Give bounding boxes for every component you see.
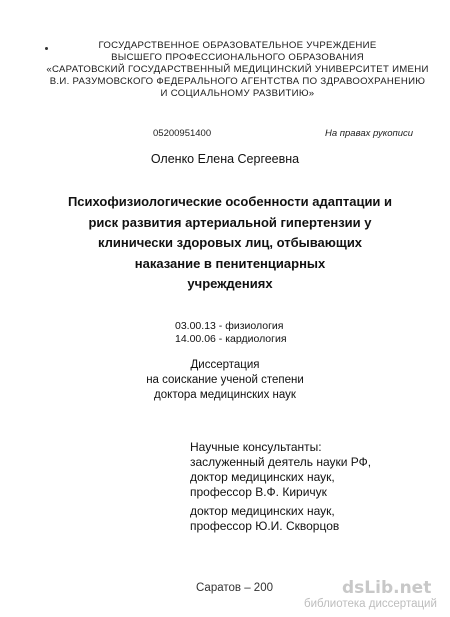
thesis-title xyxy=(40,192,420,295)
specialty-line: 03.00.13 - физиология xyxy=(175,320,284,332)
header-line: ГОСУДАРСТВЕННОЕ ОБРАЗОВАТЕЛЬНОЕ УЧРЕЖДЕНИЕ xyxy=(98,40,377,51)
header-line: И СОЦИАЛЬНОМУ РАЗВИТИЮ» xyxy=(160,88,315,99)
dissertation-line: Диссертация xyxy=(190,359,260,371)
watermark-logo: dsLib.net xyxy=(342,578,432,598)
title-line: учреждениях xyxy=(187,276,273,291)
second-consultant-block xyxy=(190,504,339,534)
title-line: наказание в пенитенциарных xyxy=(134,255,326,271)
consultant-line: доктор медицинских наук, xyxy=(190,470,335,484)
dslib-watermark xyxy=(300,578,450,617)
header-line: ВЫСШЕГО ПРОФЕССИОНАЛЬНОГО ОБРАЗОВАНИЯ xyxy=(111,52,364,63)
manuscript-note: На правах рукописи xyxy=(325,128,414,139)
title-line: риск развития артериальной гипертензии у xyxy=(88,214,372,230)
specialty-line: 14.00.06 - кардиология xyxy=(175,333,287,345)
header-line: В.И. РАЗУМОВСКОГО ФЕДЕРАЛЬНОГО АГЕНТСТВА ПО ЗДРАВООХРАНЕНИЮ xyxy=(49,76,426,87)
header-line: «САРАТОВСКИЙ ГОСУДАРСТВЕННЫЙ МЕДИЦИНСКИЙ УНИВЕРСИТЕТ ИМЕНИ xyxy=(46,64,429,75)
city-year: Саратов – 200 xyxy=(196,582,273,594)
institution-header xyxy=(40,40,435,100)
consultant-line: доктор медицинских наук, xyxy=(190,504,335,518)
title-line: Психофизиологические особенности адаптации и xyxy=(67,194,393,209)
consultants-block xyxy=(190,440,371,500)
consultant-line: заслуженный деятель науки РФ, xyxy=(190,455,372,469)
dissertation-line: доктора медицинских наук xyxy=(154,389,296,401)
document-number: 05200951400 xyxy=(153,128,212,139)
consultant-line: профессор В.Ф. Киричук xyxy=(190,485,327,499)
author-name: Оленко Елена Сергеевна xyxy=(150,152,300,166)
dissertation-line: на соискание ученой степени xyxy=(146,374,304,386)
consultant-line: Научные консультанты: xyxy=(190,440,322,454)
specialty-codes xyxy=(175,320,287,346)
dissertation-block xyxy=(0,358,450,403)
consultant-line: профессор Ю.И. Скворцов xyxy=(190,519,340,533)
watermark-subtitle: библиотека диссертаций xyxy=(304,598,437,610)
title-line: клинически здоровых лиц, отбывающих xyxy=(97,235,363,250)
